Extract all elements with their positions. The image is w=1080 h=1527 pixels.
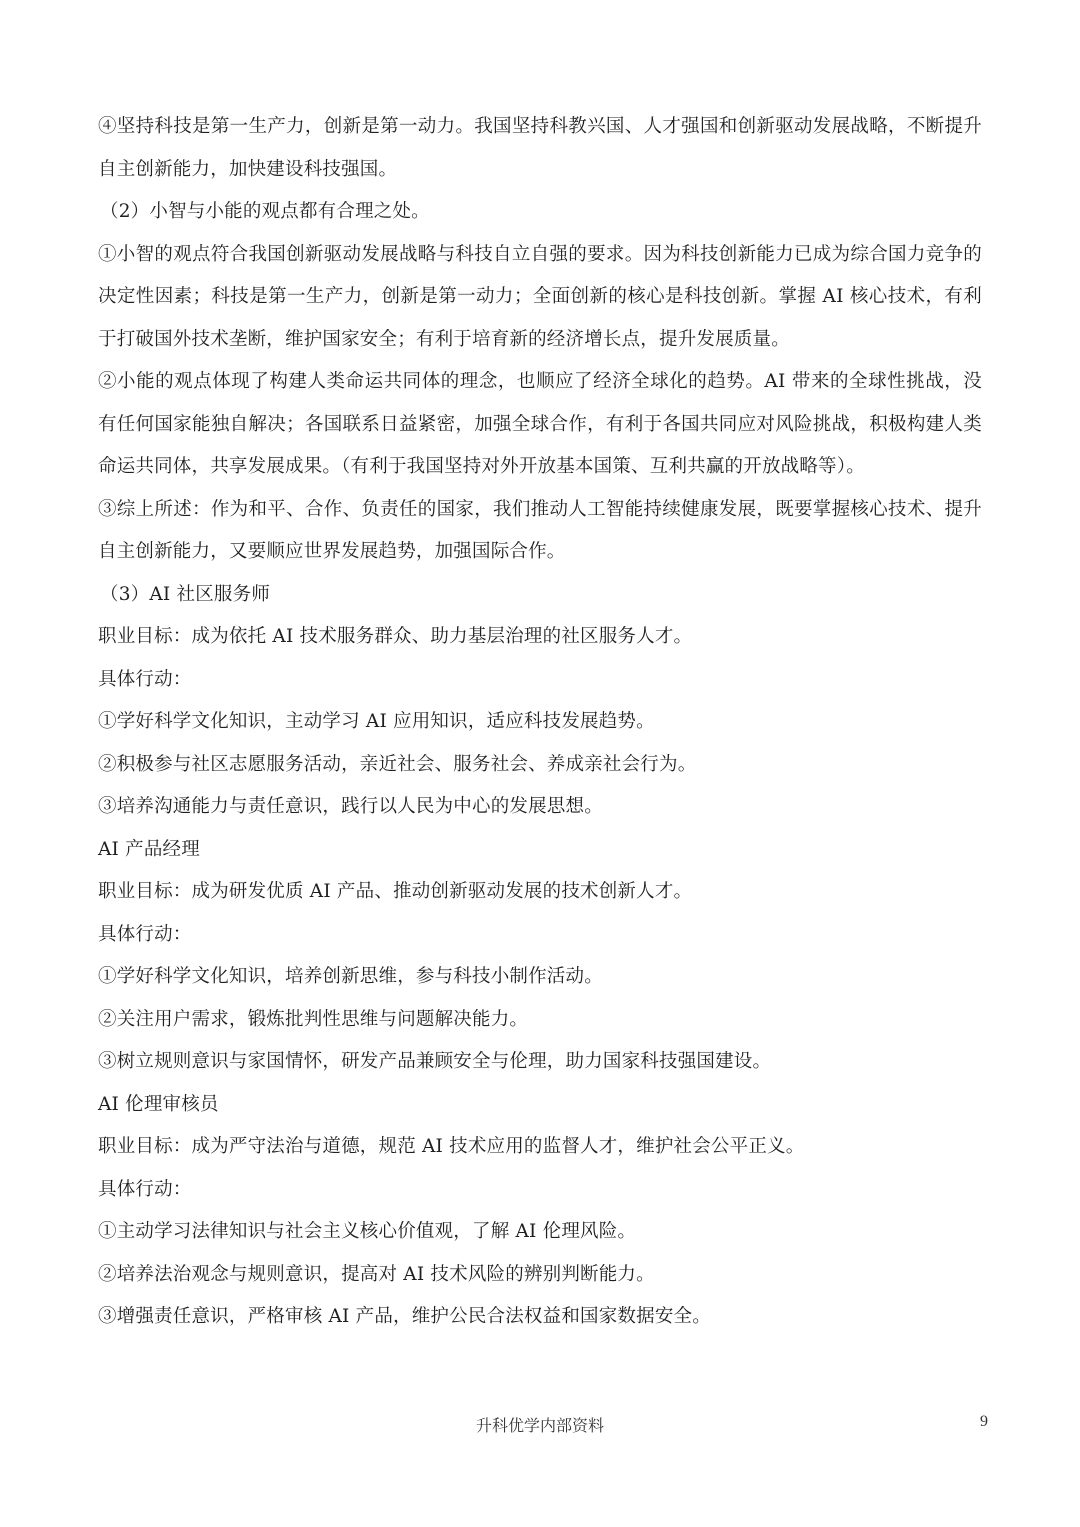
paragraph-action-1-1: ①学好科学文化知识，主动学习 AI 应用知识，适应科技发展趋势。 <box>98 711 655 732</box>
paragraph-action-3-1: ①主动学习法律知识与社会主义核心价值观，了解 AI 伦理风险。 <box>98 1221 637 1242</box>
body-text <box>98 106 982 1339</box>
paragraph-action-2-3: ③树立规则意识与家国情怀，研发产品兼顾安全与伦理，助力国家科技强国建设。 <box>98 1051 772 1072</box>
paragraph-action-1-3: ③培养沟通能力与责任意识，践行以人民为中心的发展思想。 <box>98 796 603 817</box>
paragraph-career-goal-3: 职业目标：成为严守法治与道德，规范 AI 技术应用的监督人才，维护社会公平正义。 <box>98 1136 805 1157</box>
paragraph-point-4: ④坚持科技是第一生产力，创新是第一动力。我国坚持科教兴国、人才强国和创新驱动发展战略，不断提升自主创新能力，加快建设科技强国。 <box>98 116 982 180</box>
paragraph-action-3-2: ②培养法治观念与规则意识，提高对 AI 技术风险的辨别判断能力。 <box>98 1263 655 1285</box>
paragraph-actions-heading-3: 具体行动： <box>98 1178 192 1200</box>
paragraph-career-goal-1: 职业目标：成为依托 AI 技术服务群众、助力基层治理的社区服务人才。 <box>98 626 693 647</box>
paragraph-career-title-3: AI 伦理审核员 <box>98 1093 219 1115</box>
paragraph-xiaozhi-view: ①小智的观点符合我国创新驱动发展战略与科技自立自强的要求。因为科技创新能力已成为综合国力竞争的决定性因素；科技是第一生产力，创新是第一动力；全面创新的核心是科技创新。掌握 AI 核心技术，有利于打破国外技术垄断，维护国家安全；有利于培育新的经济增长点，提升发展质量。 <box>98 243 982 350</box>
page-number: 9 <box>980 1413 988 1430</box>
footer-label: 升科优学内部资料 <box>475 1416 604 1435</box>
paragraph-actions-heading-2: 具体行动： <box>98 923 192 945</box>
paragraph-actions-heading-1: 具体行动： <box>98 668 192 690</box>
paragraph-xiaoneng-view: ②小能的观点体现了构建人类命运共同体的理念，也顺应了经济全球化的趋势。AI 带来的全球性挑战，没有任何国家能独自解决；各国联系日益紧密，加强全球合作，有利于各国共同应对风险挑战，积极构建人类命运共同体，共享发展成果。（有利于我国坚持对外开放基本国策、互利共赢的开放战略等）。 <box>98 371 982 477</box>
paragraph-action-2-2: ②关注用户需求，锻炼批判性思维与问题解决能力。 <box>98 1008 529 1030</box>
paragraph-career-goal-2: 职业目标：成为研发优质 AI 产品、推动创新驱动发展的技术创新人才。 <box>98 881 693 902</box>
paragraph-summary: ③综上所述：作为和平、合作、负责任的国家，我们推动人工智能持续健康发展，既要掌握核心技术、提升自主创新能力，又要顺应世界发展趋势，加强国际合作。 <box>98 498 982 562</box>
paragraph-question-3-title: （3）AI 社区服务师 <box>100 583 271 605</box>
paragraph-question-2: （2）小智与小能的观点都有合理之处。 <box>100 201 430 222</box>
paragraph-action-2-1: ①学好科学文化知识，培养创新思维，参与科技小制作活动。 <box>98 966 603 987</box>
paragraph-career-title-2: AI 产品经理 <box>98 838 200 860</box>
paragraph-action-3-3: ③增强责任意识，严格审核 AI 产品，维护公民合法权益和国家数据安全。 <box>98 1306 711 1327</box>
paragraph-action-1-2: ②积极参与社区志愿服务活动，亲近社会、服务社会、养成亲社会行为。 <box>98 753 697 775</box>
